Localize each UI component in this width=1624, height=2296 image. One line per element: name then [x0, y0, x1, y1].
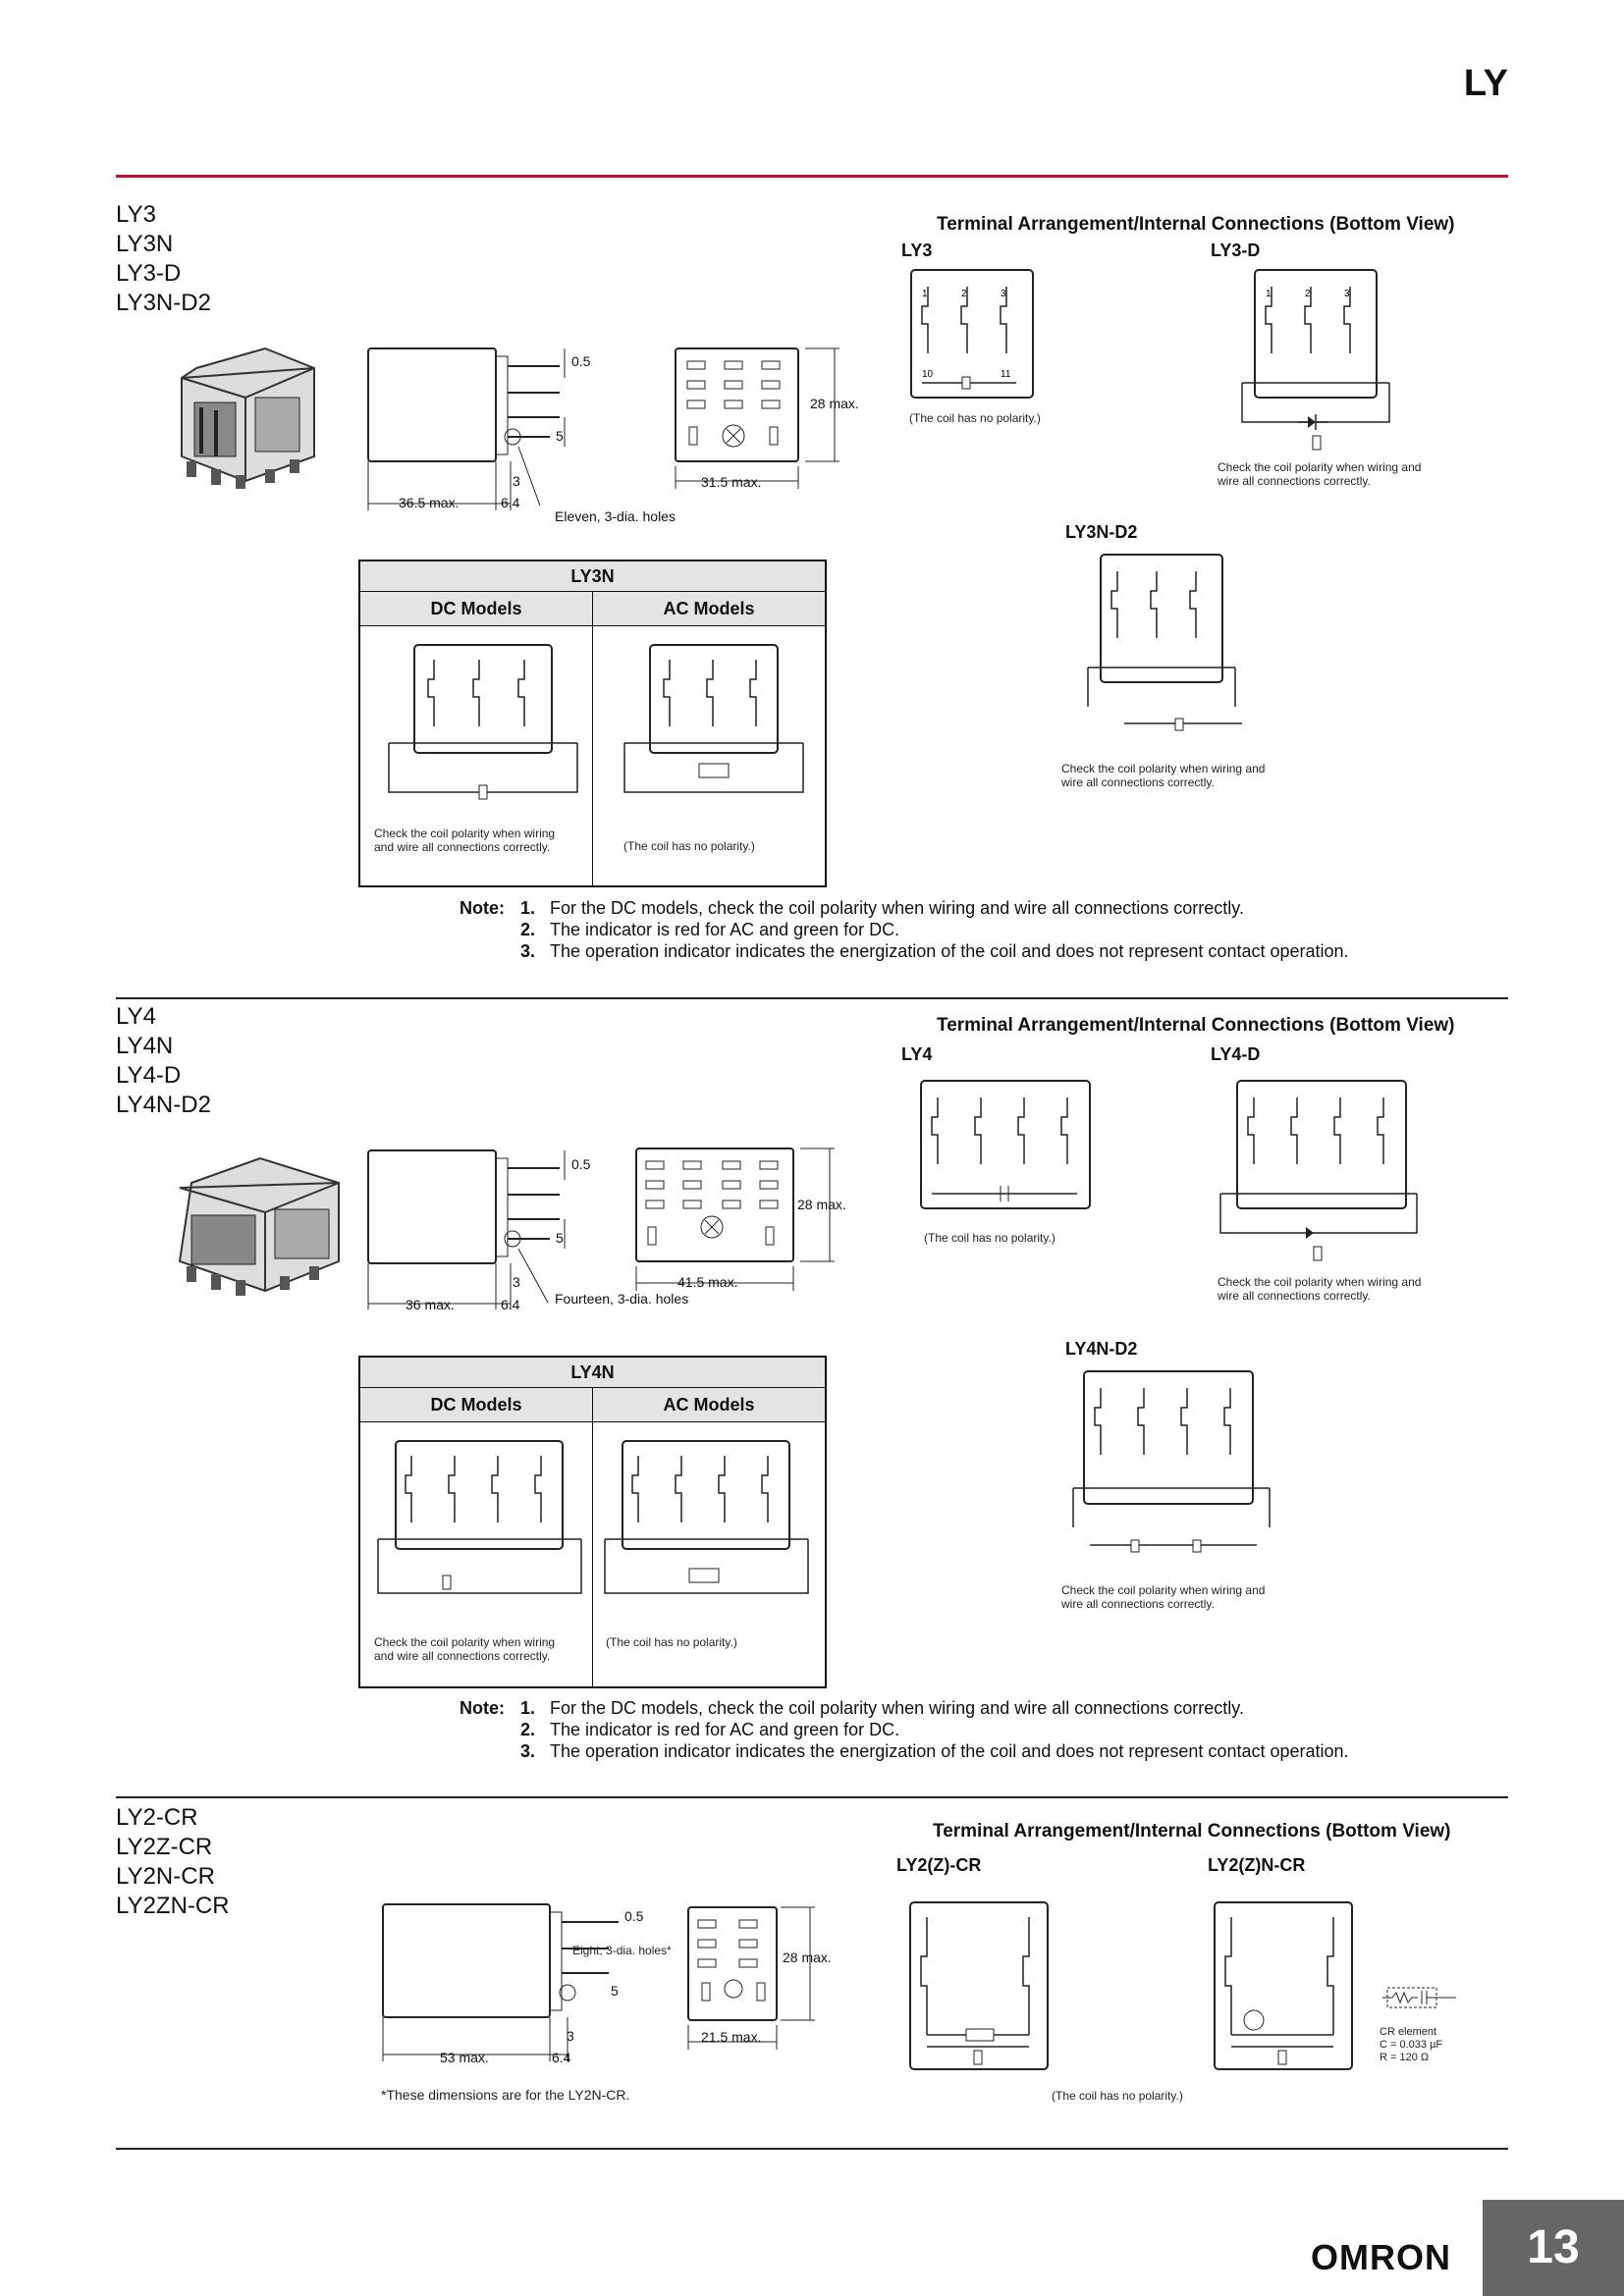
- table-caption: Check the coil polarity when wiring and wire all connections correctly.: [374, 827, 556, 854]
- model-name: LY3N: [116, 231, 174, 257]
- diagram-caption: Check the coil polarity when wiring and wire all connections correctly.: [1061, 762, 1266, 789]
- note-text: The indicator is red for AC and green for DC.: [550, 920, 900, 939]
- dim-label: 5: [556, 1230, 564, 1246]
- terminal-arrangement-title: Terminal Arrangement/Internal Connections (Bottom View): [937, 214, 1455, 235]
- ly4-d-wiring-diagram: [1218, 1078, 1424, 1269]
- section-divider: [116, 1796, 1508, 1798]
- note-label: Note:: [460, 1698, 505, 1718]
- ly4-wiring-diagram: [918, 1078, 1095, 1215]
- footnote: *These dimensions are for the LY2N-CR.: [381, 2087, 630, 2103]
- svg-text:2: 2: [961, 289, 967, 299]
- notes-block: [460, 1697, 1349, 1762]
- ly3-wiring-diagram: [908, 267, 1036, 404]
- dim-label: 0.5: [571, 1156, 591, 1172]
- svg-text:1: 1: [1266, 289, 1272, 299]
- table-caption: (The coil has no polarity.): [606, 1635, 737, 1649]
- svg-text:1: 1: [922, 289, 928, 299]
- dim-label: 36 max.: [406, 1297, 455, 1312]
- dim-label: 3: [513, 473, 520, 489]
- ly4n-d2-wiring-diagram: [1070, 1368, 1276, 1565]
- cr-element-symbol: [1382, 1983, 1461, 2012]
- dim-label: 21.5 max.: [701, 2029, 762, 2045]
- diagram-label: LY2(Z)N-CR: [1208, 1855, 1306, 1875]
- diagram-label: LY3: [901, 240, 933, 260]
- table-col-header: AC Models: [593, 1388, 825, 1422]
- dim-label: 28 max.: [810, 396, 859, 411]
- dim-label: 31.5 max.: [701, 474, 762, 490]
- diagram-caption: (The coil has no polarity.): [924, 1231, 1056, 1245]
- diagram-label: LY3N-D2: [1065, 522, 1138, 542]
- ly3n-model-table: [358, 560, 827, 887]
- omron-logo: OMRON: [1311, 2237, 1451, 2277]
- section-ly3-models: [116, 200, 211, 318]
- diagram-caption: Check the coil polarity when wiring and wire all connections correctly.: [1061, 1583, 1266, 1611]
- terminal-arrangement-title: Terminal Arrangement/Internal Connections (Bottom View): [933, 1821, 1451, 1842]
- model-name: LY3-D: [116, 260, 182, 287]
- section-ly2cr-models: [116, 1803, 230, 1921]
- diagram-label: LY4-D: [1211, 1044, 1261, 1064]
- cr-element-title: CR element: [1380, 2026, 1437, 2038]
- diagram-caption: Check the coil polarity when wiring and wire all connections correctly.: [1218, 1275, 1422, 1303]
- note-text: The operation indicator indicates the energization of the coil and does not represent contact operation.: [550, 1741, 1349, 1761]
- ly3n-ac-diagram: [621, 640, 807, 807]
- dim-label: 53 max.: [440, 2050, 489, 2065]
- dim-label: 3: [513, 1274, 520, 1290]
- dim-label: 36.5 max.: [399, 495, 460, 510]
- ly4n-dc-diagram: [374, 1436, 585, 1613]
- diagram-caption: (The coil has no polarity.): [1052, 2089, 1183, 2103]
- dim-label: 28 max.: [797, 1197, 846, 1212]
- dim-label: 5: [556, 428, 564, 444]
- model-name: LY4N-D2: [116, 1092, 211, 1118]
- svg-text:2: 2: [1305, 289, 1311, 299]
- model-name: LY4N: [116, 1033, 174, 1059]
- model-name: LY3N-D2: [116, 290, 211, 316]
- section-ly4-models: [116, 1002, 211, 1120]
- table-caption: (The coil has no polarity.): [623, 839, 755, 853]
- model-name: LY4: [116, 1003, 156, 1030]
- section-divider: [116, 2148, 1508, 2150]
- notes-block: [460, 897, 1349, 962]
- ly2zn-cr-wiring-diagram: [1210, 1899, 1357, 2076]
- table-col-header: DC Models: [360, 592, 592, 626]
- diagram-label: LY4: [901, 1044, 933, 1064]
- diagram-label: LY2(Z)-CR: [896, 1855, 982, 1875]
- ly3-relay-photo: [167, 344, 324, 491]
- ly4n-ac-diagram: [601, 1436, 817, 1613]
- model-name: LY2ZN-CR: [116, 1893, 230, 1919]
- ly3-bottom-dimension-drawing: [668, 344, 864, 491]
- note-number: 3.: [520, 941, 536, 961]
- note-text: For the DC models, check the coil polarity when wiring and wire all connections correctly.: [550, 898, 1244, 918]
- note-label: Note:: [460, 898, 505, 918]
- dim-label: 3: [567, 2028, 574, 2044]
- svg-text:3: 3: [1001, 289, 1006, 299]
- header-rule: [116, 175, 1508, 178]
- table-title: LY3N: [360, 561, 825, 592]
- note-text: For the DC models, check the coil polarity when wiring and wire all connections correctly.: [550, 1698, 1244, 1718]
- dim-label: 28 max.: [783, 1949, 832, 1965]
- page-header-title: LY: [1463, 63, 1508, 104]
- note-number: 2.: [520, 920, 536, 939]
- section-divider: [116, 997, 1508, 999]
- svg-text:11: 11: [1001, 369, 1011, 380]
- model-name: LY2-CR: [116, 1804, 198, 1831]
- table-col-header: DC Models: [360, 1388, 592, 1422]
- svg-text:10: 10: [922, 369, 934, 380]
- cr-element-c: C = 0.033 µF: [1380, 2039, 1443, 2051]
- note-number: 1.: [520, 1698, 536, 1718]
- model-name: LY2N-CR: [116, 1863, 215, 1890]
- ly2z-cr-wiring-diagram: [905, 1899, 1053, 2076]
- cr-element-label: [1380, 2026, 1478, 2064]
- table-col-header: AC Models: [593, 592, 825, 626]
- diagram-caption: Check the coil polarity when wiring and wire all connections correctly.: [1218, 460, 1422, 488]
- ly4n-model-table: [358, 1356, 827, 1688]
- dim-label: 6.4: [501, 495, 520, 510]
- note-number: 1.: [520, 898, 536, 918]
- dim-label: 41.5 max.: [677, 1274, 738, 1290]
- terminal-arrangement-title: Terminal Arrangement/Internal Connections (Bottom View): [937, 1015, 1455, 1036]
- dim-label: 0.5: [624, 1908, 644, 1924]
- diagram-caption: (The coil has no polarity.): [909, 411, 1041, 425]
- dim-label: Eight, 3-dia. holes*: [572, 1944, 672, 1957]
- ly4-relay-photo: [172, 1148, 349, 1306]
- model-name: LY4-D: [116, 1062, 182, 1089]
- cr-element-r: R = 120 Ω: [1380, 2052, 1430, 2063]
- page-number: 13: [1483, 2200, 1624, 2296]
- dim-label: 0.5: [571, 353, 591, 369]
- dim-label: Fourteen, 3-dia. holes: [555, 1291, 689, 1307]
- dim-label: Eleven, 3-dia. holes: [555, 508, 676, 524]
- model-name: LY2Z-CR: [116, 1834, 213, 1860]
- ly4-bottom-dimension-drawing: [628, 1144, 864, 1301]
- table-title: LY4N: [360, 1358, 825, 1388]
- dim-label: 6.4: [552, 2050, 571, 2065]
- diagram-label: LY3-D: [1211, 240, 1261, 260]
- note-text: The operation indicator indicates the energization of the coil and does not represent contact operation.: [550, 941, 1349, 961]
- note-text: The indicator is red for AC and green for DC.: [550, 1720, 900, 1739]
- dim-label: 6.4: [501, 1297, 520, 1312]
- svg-text:3: 3: [1344, 289, 1350, 299]
- model-name: LY3: [116, 201, 156, 228]
- ly3n-dc-diagram: [385, 640, 581, 807]
- ly3-d-wiring-diagram: [1239, 267, 1396, 454]
- dim-label: 5: [611, 1983, 619, 1999]
- table-caption: Check the coil polarity when wiring and wire all connections correctly.: [374, 1635, 556, 1663]
- diagram-label: LY4N-D2: [1065, 1339, 1138, 1359]
- note-number: 2.: [520, 1720, 536, 1739]
- note-number: 3.: [520, 1741, 536, 1761]
- ly3n-d2-wiring-diagram: [1085, 552, 1252, 748]
